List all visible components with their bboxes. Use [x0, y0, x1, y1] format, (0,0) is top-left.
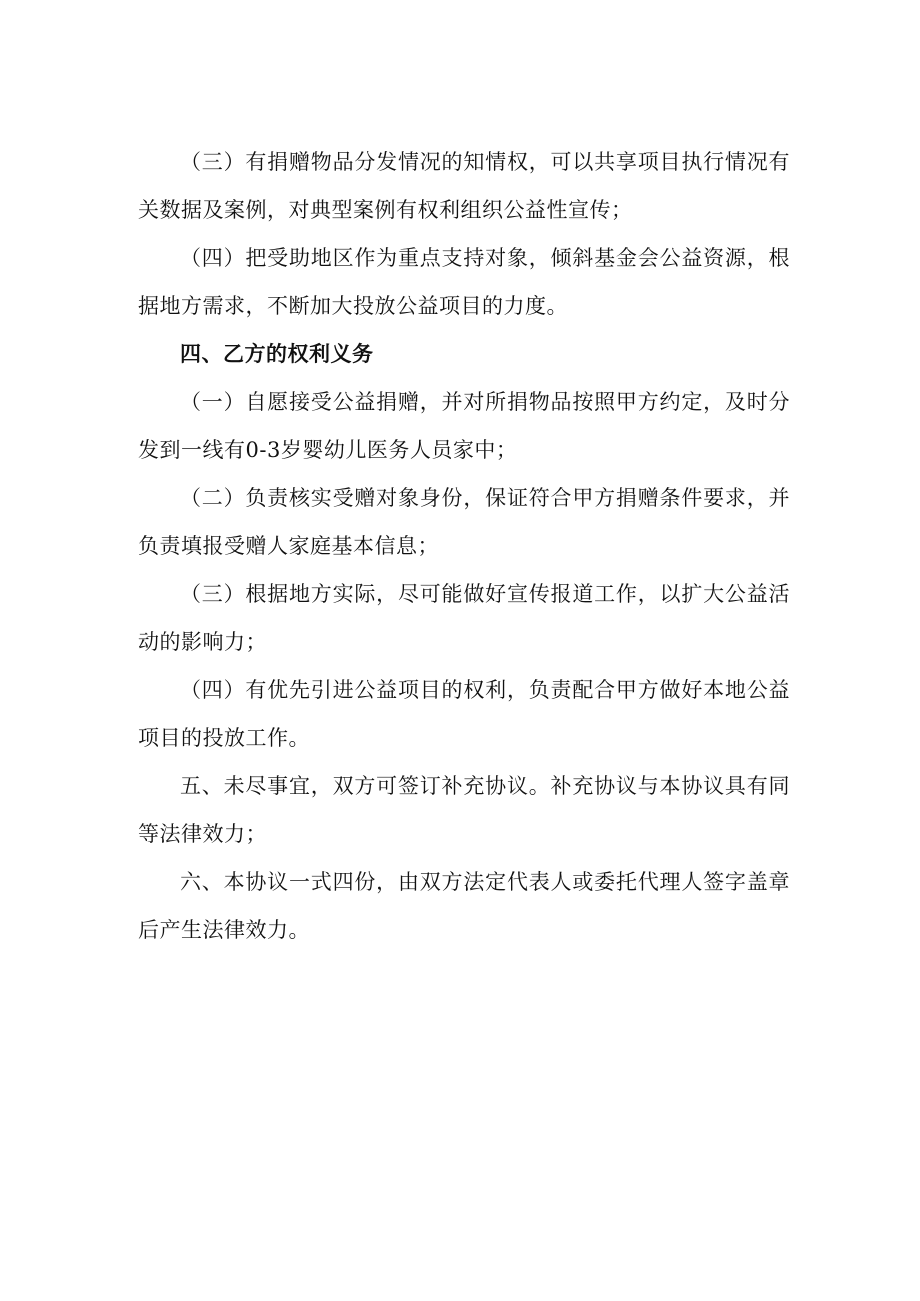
document-body: [138, 138, 790, 954]
clause-3-3: （三）有捐赠物品分发情况的知情权，可以共享项目执行情况有关数据及案例，对典型案例有权利组织公益性宣传；: [138, 150, 790, 222]
clause-4-4: （四）有优先引进公益项目的权利，负责配合甲方做好本地公益项目的投放工作。: [138, 678, 790, 750]
clause-5: 五、未尽事宜，双方可签订补充协议。补充协议与本协议具有同等法律效力；: [138, 774, 790, 846]
section-heading-party-b: 四、乙方的权利义务: [180, 341, 374, 366]
clause-6: 六、本协议一式四份，由双方法定代表人或委托代理人签字盖章后产生法律效力。: [138, 870, 790, 942]
clause-4-1: （一）自愿接受公益捐赠，并对所捐物品按照甲方约定，及时分发到一线有0-3岁婴幼儿医务人员家中；: [138, 390, 790, 462]
clause-3-4: （四）把受助地区作为重点支持对象，倾斜基金会公益资源，根据地方需求，不断加大投放公益项目的力度。: [138, 246, 790, 318]
clause-4-3: （三）根据地方实际，尽可能做好宣传报道工作，以扩大公益活动的影响力；: [138, 582, 790, 654]
clause-4-2: （二）负责核实受赠对象身份，保证符合甲方捐赠条件要求，并负责填报受赠人家庭基本信息；: [138, 486, 790, 558]
